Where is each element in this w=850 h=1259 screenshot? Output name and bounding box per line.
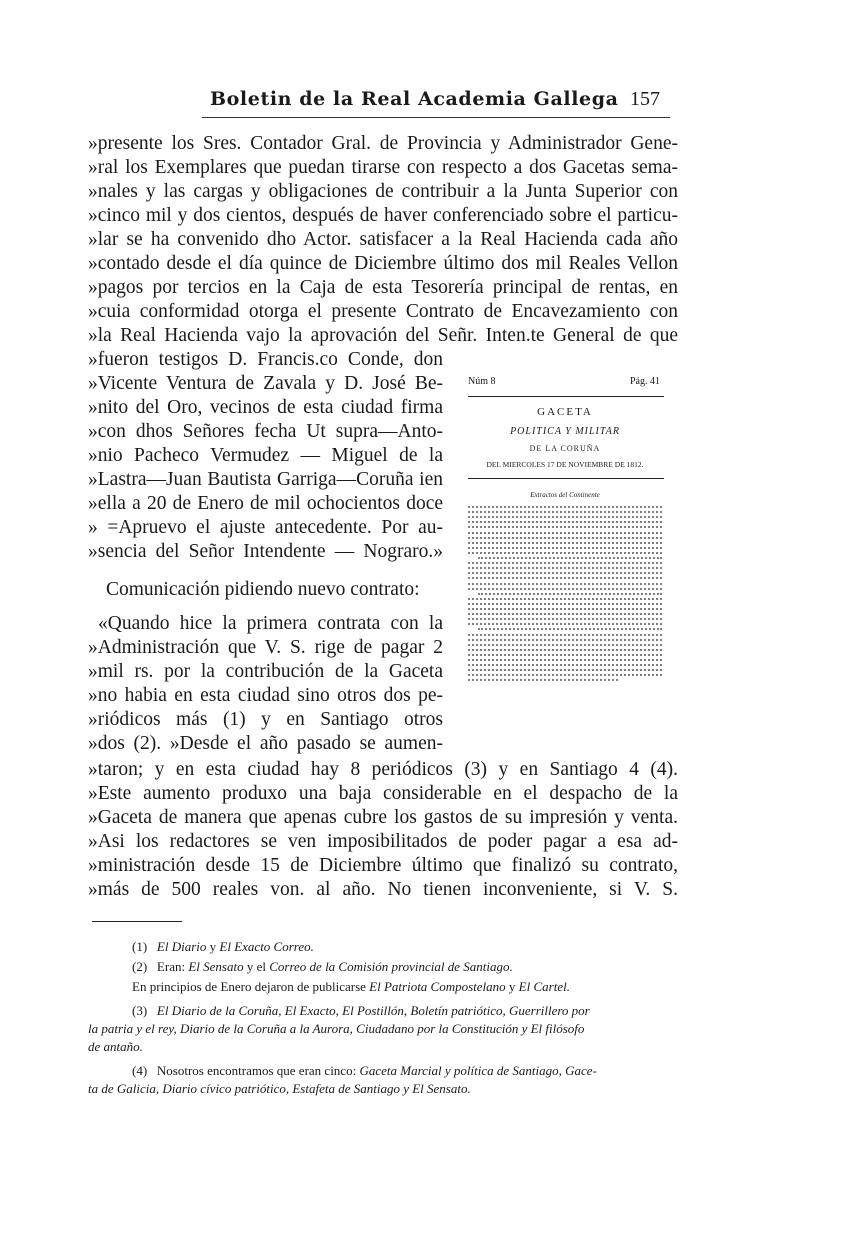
footnote-3-line2: [88, 1020, 584, 1038]
footnote-text: El Diario: [156, 939, 207, 954]
footnote-text: y el: [243, 959, 270, 974]
body-line: »Lastra—Juan Bautista Garriga—Coruña ien: [88, 469, 443, 490]
body-line: «Quando hice la primera contrata con la: [98, 613, 443, 634]
running-header: [210, 88, 660, 118]
body-line: »fueron testigos D. Francis.co Conde, don: [88, 349, 443, 370]
footnote-4-line2: [88, 1080, 471, 1098]
footnote-number: (4): [132, 1063, 148, 1078]
gazette-rule: [468, 478, 664, 479]
gazette-section: Extractos del Continente: [530, 491, 600, 499]
footnote-3-line3: [88, 1038, 143, 1056]
footnote-rule: [92, 921, 182, 922]
body-line: »contado desde el día quince de Diciembre último dos mil Reales Vellon: [88, 253, 678, 274]
body-line: »la Real Hacienda vajo la aprovación del Señr. Inten.te General de que: [88, 325, 678, 346]
footnote-text: Gaceta Marcial y política de Santiago, Gace-: [359, 1063, 597, 1078]
body-line: »cinco mil y dos cientos, después de haver conferenciado sobre el particu-: [88, 205, 678, 226]
gazette-facsimile: [462, 374, 668, 694]
footnote-text: El Cartel.: [518, 979, 570, 994]
footnote-text: El Sensato: [188, 959, 244, 974]
body-line: »dos (2). »Desde el año pasado se aumen-: [88, 733, 443, 754]
footnote-1: [132, 938, 314, 956]
footnote-2: [132, 958, 513, 976]
gazette-title: GACETA: [537, 406, 593, 418]
footnote-text: El Diario de la Coruña, El Exacto, El Postillón, Boletín patriótico, Guerrillero por: [156, 1003, 590, 1018]
footnote-text: la patria y el rey, Diario de la Coruña a la Aurora, Ciudadano por la Constitución y El filósofo: [88, 1021, 585, 1036]
gazette-city: DE LA CORUÑA: [529, 444, 601, 453]
body-line: »Asi los redactores se ven imposibilitados de poder pagar a esa ad-: [88, 831, 678, 852]
footnote-4: [132, 1062, 597, 1080]
body-line: »presente los Sres. Contador Gral. de Provincia y Administrador Gene-: [88, 133, 678, 154]
body-line: » =Apruevo el ajuste antecedente. Por au-: [88, 517, 443, 538]
body-line: »riódicos más (1) y en Santiago otros: [88, 709, 443, 730]
footnote-2-continued: [132, 978, 570, 996]
body-line: »Vicente Ventura de Zavala y D. José Be-: [88, 373, 443, 394]
gazette-text-line: [468, 679, 618, 685]
footnote-text: En principios de Enero dejaron de publicarse: [132, 979, 370, 994]
footnote-text: Eran:: [156, 959, 189, 974]
gazette-date: DEL MIERCOLES 17 DE NOVIEMBRE DE 1812.: [486, 460, 644, 469]
footnote-text: El Exacto Correo.: [219, 939, 314, 954]
footnote-text: y: [505, 979, 519, 994]
body-line: »con dhos Señores fecha Ut supra—Anto-: [88, 421, 443, 442]
body-line: »Administración que V. S. rige de pagar 2: [88, 637, 443, 658]
section-heading: Comunicación pidiendo nuevo contrato:: [106, 579, 420, 600]
gazette-page: Pág. 41: [630, 376, 660, 387]
footnote-number: (3): [132, 1003, 148, 1018]
body-line: »lar se ha convenido dho Actor. satisfacer a la Real Hacienda cada año: [88, 229, 678, 250]
body-line: »nio Pacheco Vermudez — Miguel de la: [88, 445, 443, 466]
footnote-text: Nosotros encontramos que eran cinco:: [156, 1063, 360, 1078]
body-line: »no habia en esta ciudad sino otros dos pe-: [88, 685, 443, 706]
body-line: »taron; y en esta ciudad hay 8 periódicos (3) y en Santiago 4 (4).: [88, 759, 678, 780]
body-line: »Este aumento produxo una baja considerable en el despacho de la: [88, 783, 678, 804]
body-line: »pagos por tercios en la Caja de esta Tesorería principal de rentas, en: [88, 277, 678, 298]
body-line: »mil rs. por la contribución de la Gaceta: [88, 661, 443, 682]
footnote-text: Correo de la Comisión provincial de Santiago.: [269, 959, 513, 974]
body-line: »más de 500 reales von. al año. No tienen inconveniente, si V. S.: [88, 879, 678, 900]
body-line: »ella a 20 de Enero de mil ochocientos doce: [88, 493, 443, 514]
footnote-text: y: [206, 939, 220, 954]
footnote-text: ta de Galicia, Diario cívico patriótico, Estafeta de Santiago y El Sensato.: [88, 1081, 471, 1096]
body-line: »sencia del Señor Intendente — Nograro.»: [88, 541, 443, 562]
footnote-text: de antaño.: [88, 1039, 143, 1054]
body-line: »ministración desde 15 de Diciembre último que finalizó su contrato,: [88, 855, 678, 876]
journal-title: Boletin de la Real Academia Gallega: [210, 88, 619, 110]
header-rule: [202, 117, 670, 118]
footnote-number: (1): [132, 939, 148, 954]
footnote-text: El Patriota Compostelano: [369, 979, 506, 994]
gazette-rule: [468, 396, 664, 397]
body-line: »Gaceta de manera que apenas cubre los gastos de su impresión y venta.: [88, 807, 678, 828]
gazette-number: Núm 8: [468, 376, 496, 387]
footnote-3: [132, 1002, 590, 1020]
body-line: »cuia conformidad otorga el presente Contrato de Encavezamiento con: [88, 301, 678, 322]
footnote-number: (2): [132, 959, 148, 974]
body-line: »nito del Oro, vecinos de esta ciudad firma: [88, 397, 443, 418]
gazette-subtitle: POLITICA Y MILITAR: [510, 426, 620, 437]
page-number: 157: [630, 88, 660, 110]
body-line: »nales y las cargas y obligaciones de contribuir a la Junta Superior con: [88, 181, 678, 202]
body-line: »ral los Exemplares que puedan tirarse con respecto a dos Gacetas sema-: [88, 157, 678, 178]
